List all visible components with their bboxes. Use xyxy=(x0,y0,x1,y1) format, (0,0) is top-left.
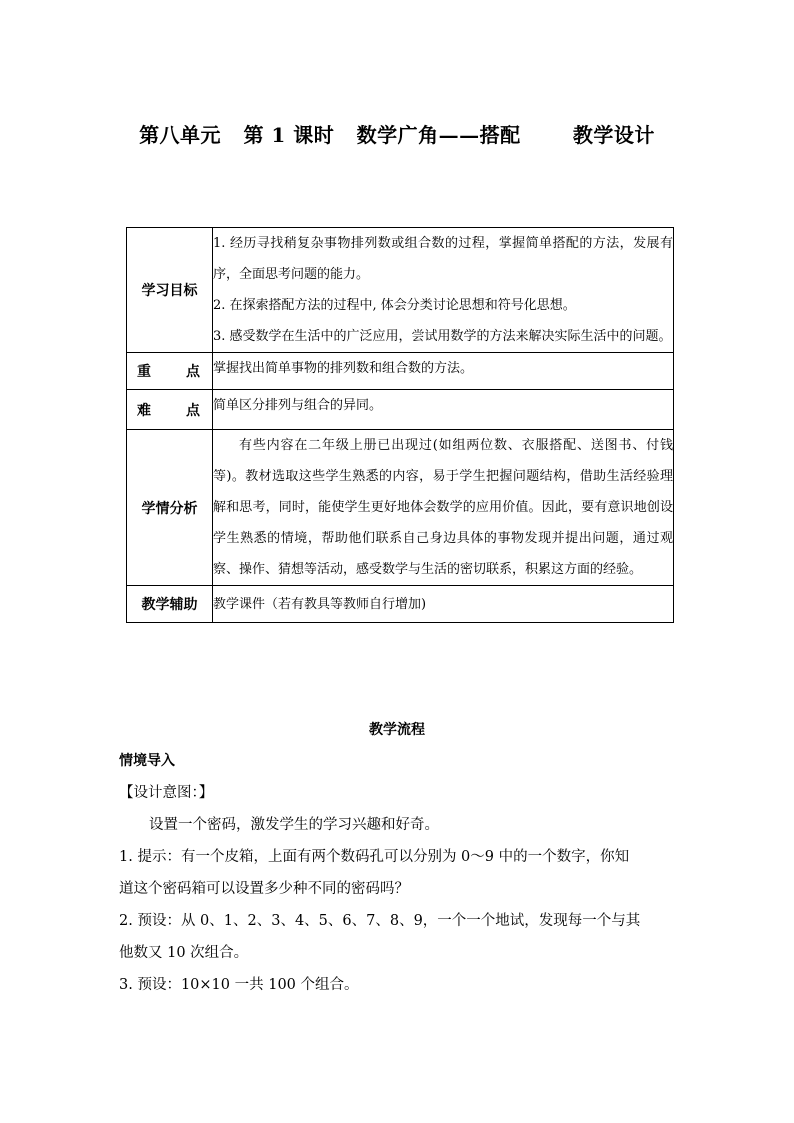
design-intent-heading: 【设计意图：】 xyxy=(119,785,214,801)
difficulties-text: 简单区分排列与组合的异同。 xyxy=(213,398,383,413)
analysis-row xyxy=(127,430,674,586)
item-3: 3. 预设：10×10 一共 100 个组合。 xyxy=(119,977,359,993)
difficulties-label-b: 点 xyxy=(186,402,200,419)
analysis-text: 有些内容在二年级上册已出现过(如组两位数、衣服搭配、送图书、付钱等)。教材选取这些学生熟悉的内容，易于学生把握问题结构，借助生活经验理解和思考，同时，能使学生更好地体会数学的应用价值。因此，要有意识地创设学生熟悉的情境，帮助他们联系自己身边具体的事物发现并提出问题，通过观察、操作、猜想等活动，感受数学与生活的密切联系，积累这方面的经验。 xyxy=(213,438,673,577)
objective-item-2: 2. 在探索搭配方法的过程中, 体会分类讨论思想和符号化思想。 xyxy=(213,298,576,313)
aids-content xyxy=(213,586,674,623)
lesson-plan-table xyxy=(126,227,674,623)
key-points-row xyxy=(127,353,674,390)
difficulties-label xyxy=(127,390,213,430)
item-1-line-2: 道这个密码箱可以设置多少种不同的密码吗？ xyxy=(119,881,409,897)
analysis-content xyxy=(213,430,674,586)
key-points-label xyxy=(127,353,213,390)
aids-row xyxy=(127,586,674,623)
objective-item-3: 3. 感受数学在生活中的广泛应用，尝试用数学的方法来解决实际生活中的问题。 xyxy=(213,329,672,344)
key-points-text: 掌握找出简单事物的排列数和组合数的方法。 xyxy=(213,361,474,376)
objectives-label: 学习目标 xyxy=(127,228,213,353)
item-1-line-1: 1. 提示：有一个皮箱，上面有两个数码孔可以分别为 0～9 中的一个数字，你知 xyxy=(119,849,630,865)
objective-item-1: 1. 经历寻找稍复杂事物排列数或组合数的过程，掌握简单搭配的方法，发展有序，全面思考问题的能力。 xyxy=(213,236,673,282)
item-2-line-2: 他数又 10 次组合。 xyxy=(119,945,249,961)
key-points-label-a: 重 xyxy=(137,364,151,380)
document-title: 第八单元 第 1 课时 数学广角——搭配 教学设计 xyxy=(139,123,655,147)
section-title: 情境导入 xyxy=(119,753,175,769)
difficulties-label-a: 难 xyxy=(137,402,151,419)
aids-label: 教学辅助 xyxy=(127,586,213,623)
objectives-content xyxy=(213,228,674,353)
aids-text: 教学课件（若有教具等教师自行增加) xyxy=(213,596,427,612)
key-points-content xyxy=(213,353,674,390)
difficulties-row xyxy=(127,390,674,430)
item-2-line-1: 2. 预设：从 0、1、2、3、4、5、6、7、8、9，一个一个地试，发现每一个与其 xyxy=(119,913,641,929)
teaching-flow-title: 教学流程 xyxy=(369,722,425,738)
objectives-row xyxy=(127,228,674,353)
key-points-label-b: 点 xyxy=(186,364,200,380)
difficulties-content xyxy=(213,390,674,430)
design-intent-text: 设置一个密码，激发学生的学习兴趣和好奇。 xyxy=(149,817,439,833)
analysis-label: 学情分析 xyxy=(127,430,213,586)
